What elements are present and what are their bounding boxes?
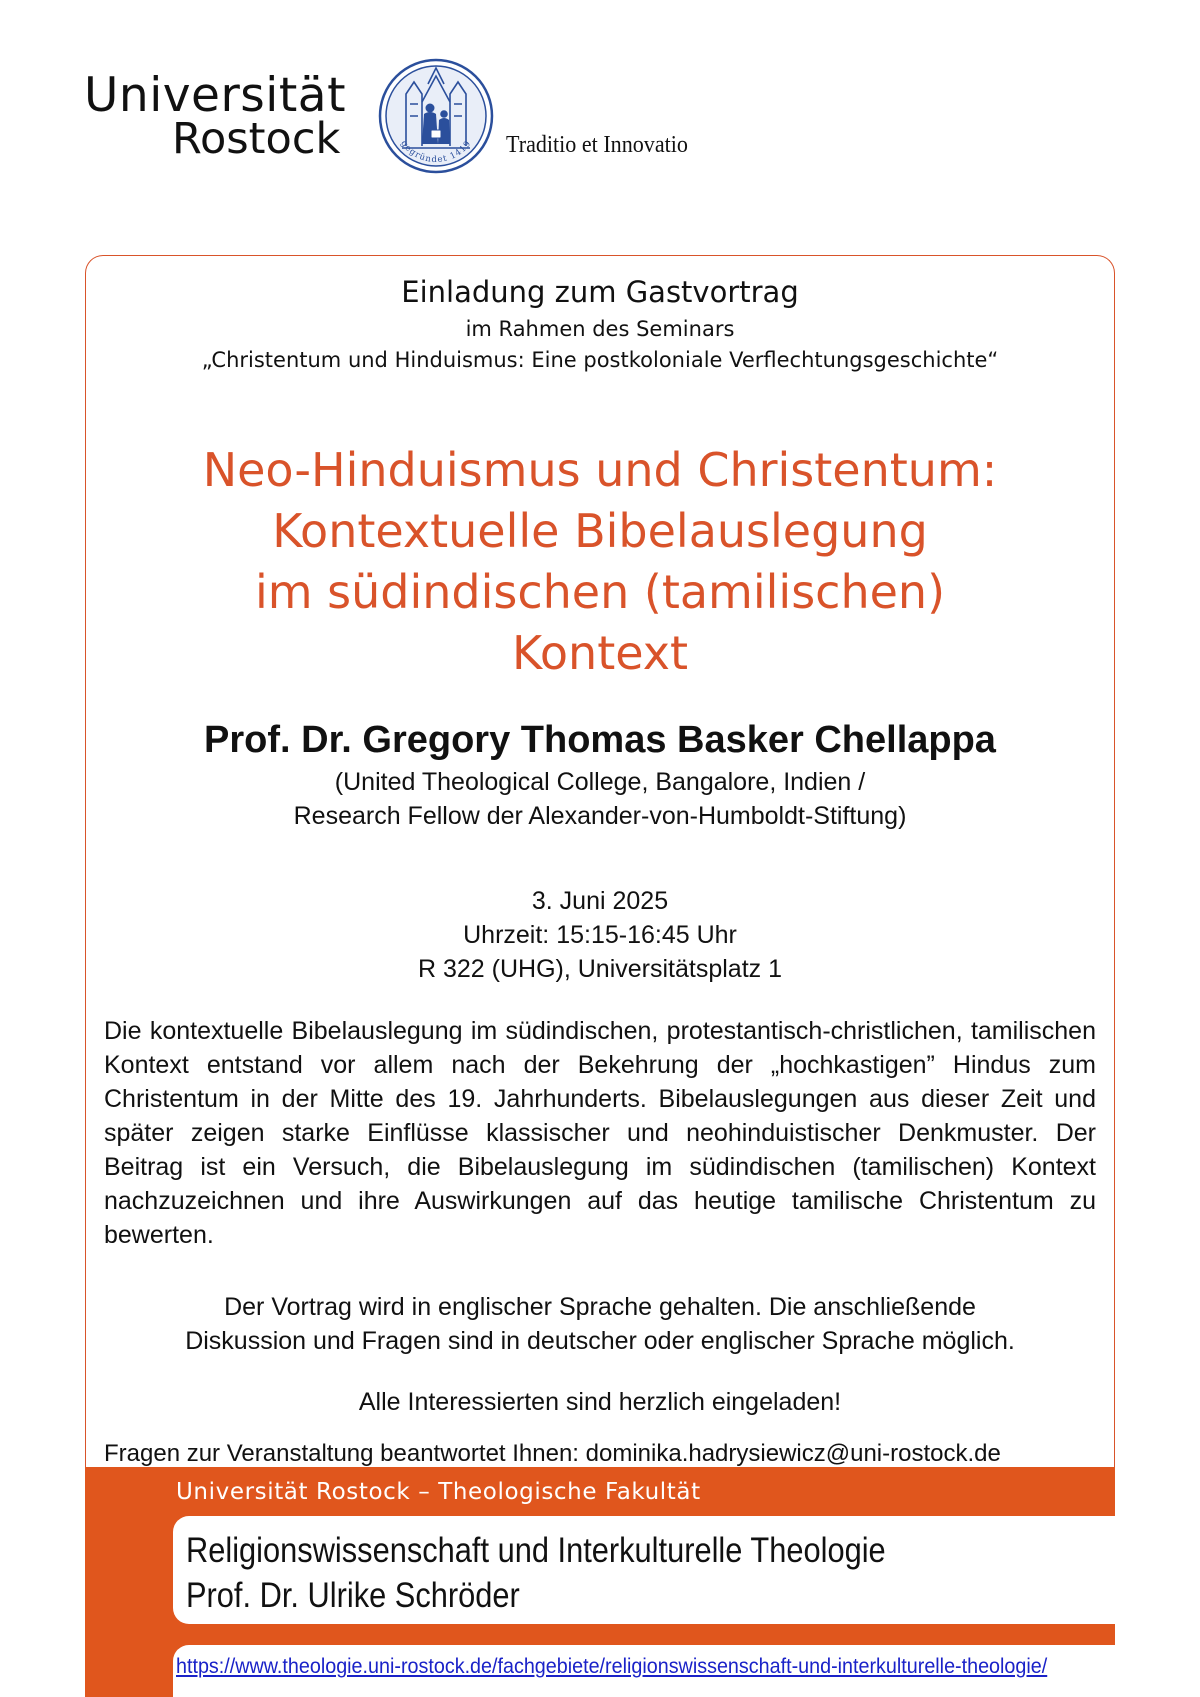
talk-title-line: Neo-Hinduismus und Christentum:: [202, 443, 998, 497]
department-professor: Prof. Dr. Ulrike Schröder: [186, 1576, 520, 1615]
event-date: 3. Juni 2025: [531, 887, 669, 915]
talk-title-line: Kontextuelle Bibelauslegung: [272, 504, 928, 558]
speaker-name: Prof. Dr. Gregory Thomas Basker Chellappa: [204, 719, 996, 761]
speaker-affiliation: [85, 765, 1115, 833]
university-seal-icon: [376, 54, 496, 182]
welcome-note: Alle Interessierten sind herzlich eingeladen!: [358, 1388, 842, 1416]
university-wordmark-line1: Universität: [84, 68, 347, 123]
talk-abstract: Die kontextuelle Bibelauslegung im südindischen, protestantisch-christlichen, tamilischen Kontext entstand vor allem nach der Bekehrung der „hochkastigen” Hindus zum Christentum in der Mitte des 19. Jahrhunderts. Bibelauslegungen aus dieser Zeit und später zeigen starke Einflüsse klassischer und neohinduistischer Denkmuster. Der Beitrag ist ein Versuch, die Bibelauslegung im südindischen (tamilischen) Kontext nachzuzeichnen und ihre Auswirkungen auf das heutige tamilische Christentum zu bewerten.: [104, 1017, 1096, 1249]
talk-title-line: im südindischen (tamilischen): [254, 565, 946, 619]
language-note-line: Diskussion und Fragen sind in deutscher oder englischer Sprache möglich.: [185, 1327, 1015, 1355]
department-website-link[interactable]: https://www.theologie.uni-rostock.de/fachgebiete/religionswissenschaft-und-interkulturelle-theologie/: [176, 1655, 1048, 1678]
contact-line: Fragen zur Veranstaltung beantwortet Ihnen: dominika.hadrysiewicz@uni-rostock.de: [104, 1440, 1001, 1467]
seminar-intro: im Rahmen des Seminars: [465, 317, 735, 341]
university-motto: Traditio et Innovatio: [506, 132, 688, 158]
language-note-line: Der Vortrag wird in englischer Sprache gehalten. Die anschließende: [224, 1293, 976, 1321]
event-location: R 322 (UHG), Universitätsplatz 1: [417, 955, 782, 983]
talk-title-line: Kontext: [512, 626, 688, 680]
affiliation-line: (United Theological College, Bangalore, Indien /: [334, 768, 866, 796]
talk-title: [85, 440, 1115, 684]
seminar-title: „Christentum und Hinduismus: Eine postkoloniale Verflechtungsgeschichte“: [201, 348, 999, 372]
event-time: Uhrzeit: 15:15-16:45 Uhr: [463, 921, 737, 949]
event-details: [85, 884, 1115, 986]
invitation-heading: Einladung zum Gastvortrag: [401, 275, 799, 309]
language-note: [85, 1290, 1115, 1358]
affiliation-line: Research Fellow der Alexander-von-Humboldt-Stiftung): [293, 802, 907, 830]
department-name: Religionswissenschaft und Interkulturelle Theologie: [186, 1531, 886, 1570]
seal-inscription: gegründet 1419: [398, 138, 474, 166]
university-wordmark-line2: Rostock: [172, 114, 341, 164]
faculty-name: Universität Rostock – Theologische Fakultät: [176, 1479, 701, 1505]
